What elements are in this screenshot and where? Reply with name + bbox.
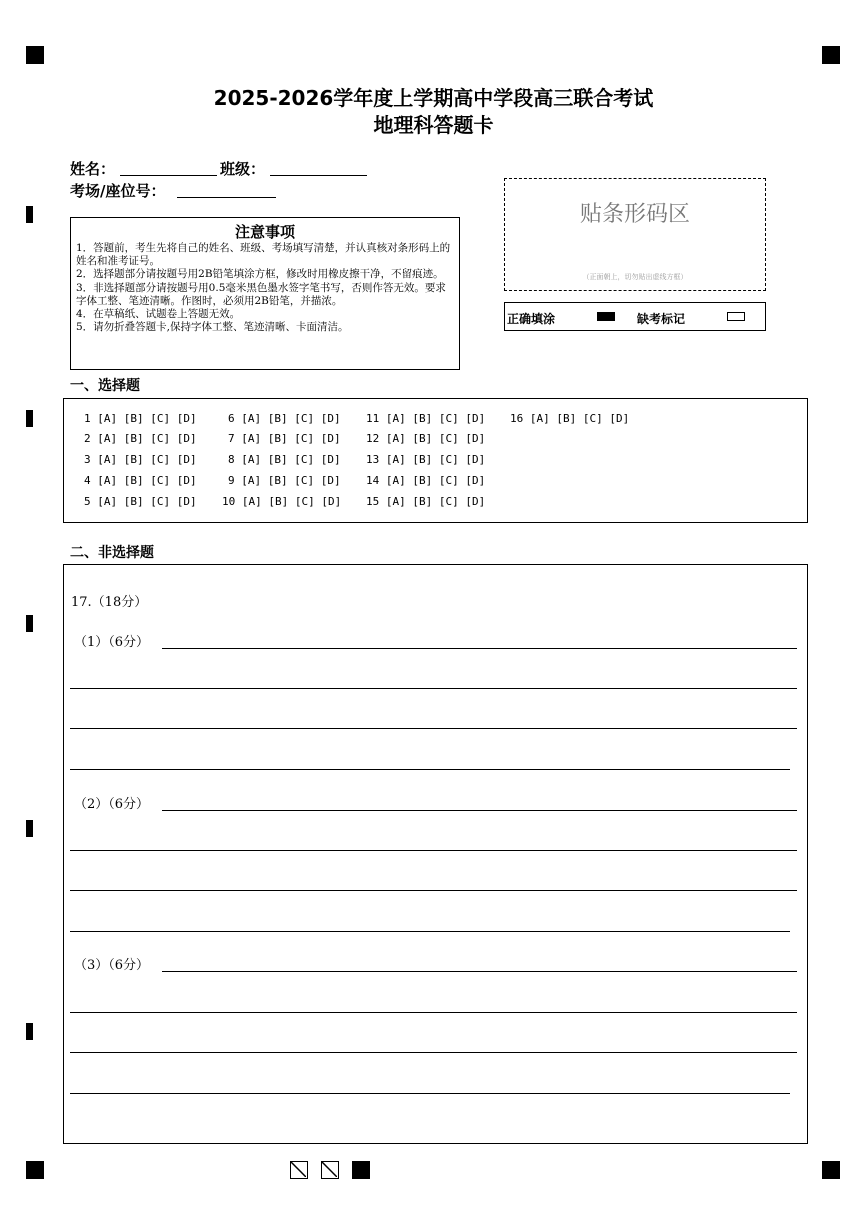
answer-line[interactable] (70, 688, 797, 689)
choice-item[interactable]: 4 [A] [B] [C] [D] (84, 474, 197, 487)
class-label: 班级： (220, 160, 266, 178)
correct-fill-sample (597, 312, 615, 321)
answer-line[interactable] (70, 769, 790, 770)
page-code-crossed-box-icon (290, 1161, 308, 1179)
choice-item[interactable]: 9 [A] [B] [C] [D] (228, 474, 341, 487)
notice-item: 4．在草稿纸、试题卷上答题无效。 (76, 308, 241, 321)
card-title: 地理科答题卡 (373, 113, 494, 137)
barcode-title: 贴条形码区 (579, 202, 690, 227)
choice-item[interactable]: 5 [A] [B] [C] [D] (84, 495, 197, 508)
notice-item: 1．答题前，考生先将自己的姓名、班级、考场填写清楚，并认真核对条形码上的姓名和准考证号。 (76, 242, 451, 268)
section2-heading: 二、非选择题 (70, 545, 154, 561)
barcode-area (504, 178, 766, 291)
question-17-label: 17.（18分） (71, 595, 148, 610)
class-field[interactable] (270, 175, 367, 176)
answer-line[interactable] (70, 890, 797, 891)
corner-mark-bottom-right (822, 1161, 840, 1179)
answer-line[interactable] (70, 931, 790, 932)
subquestion-2-label: （2）（6分） (74, 797, 150, 812)
subquestion-3-label: （3）（6分） (74, 958, 150, 973)
choice-item[interactable]: 13 [A] [B] [C] [D] (366, 453, 486, 466)
choice-item[interactable]: 16 [A] [B] [C] [D] (510, 412, 630, 425)
corner-mark-top-right (822, 46, 840, 64)
choice-item[interactable]: 10 [A] [B] [C] [D] (222, 495, 342, 508)
section1-heading: 一、选择题 (70, 378, 140, 394)
choice-item[interactable]: 12 [A] [B] [C] [D] (366, 432, 486, 445)
answer-line[interactable] (162, 810, 797, 811)
answer-line[interactable] (70, 1052, 797, 1053)
seat-label: 考场/座位号： (70, 182, 166, 200)
choice-item[interactable]: 3 [A] [B] [C] [D] (84, 453, 197, 466)
notice-item: 2．选择题部分请按题号用2B铅笔填涂方框，修改时用橡皮擦干净，不留痕迹。 (76, 268, 444, 281)
answer-line[interactable] (70, 850, 797, 851)
seat-field[interactable] (177, 197, 276, 198)
page-code-crossed-box-icon (321, 1161, 339, 1179)
written-answer-box (63, 564, 808, 1144)
page-code-filled-box-icon (352, 1161, 370, 1179)
name-field[interactable] (120, 175, 217, 176)
choice-item[interactable]: 11 [A] [B] [C] [D] (366, 412, 486, 425)
subquestion-1-label: （1）（6分） (74, 635, 150, 650)
answer-line[interactable] (70, 728, 797, 729)
choice-answer-box (63, 398, 808, 523)
notice-item: 3．非选择题部分请按题号用0.5毫米黑色墨水签字笔书写，否则作答无效。要求字体工整、笔迹清晰。作图时，必须用2B铅笔，并描浓。 (76, 281, 446, 307)
answer-line[interactable] (70, 1012, 797, 1013)
choice-item[interactable]: 2 [A] [B] [C] [D] (84, 432, 197, 445)
choice-item[interactable]: 6 [A] [B] [C] [D] (228, 412, 341, 425)
answer-line[interactable] (162, 648, 797, 649)
absent-mark-box[interactable] (727, 312, 745, 321)
notice-item: 5．请勿折叠答题卡,保持字体工整、笔迹清晰、卡面清洁。 (76, 321, 349, 334)
answer-line[interactable] (162, 971, 797, 972)
correct-fill-label: 正确填涂 (507, 312, 556, 326)
side-mark (26, 615, 33, 632)
choice-item[interactable]: 7 [A] [B] [C] [D] (228, 432, 341, 445)
exam-title: 2025-2026学年度上学期高中学段高三联合考试 (213, 86, 654, 110)
corner-mark-bottom-left (26, 1161, 44, 1179)
answer-line[interactable] (70, 1093, 790, 1094)
notice-box (70, 217, 460, 370)
choice-item[interactable]: 1 [A] [B] [C] [D] (84, 412, 197, 425)
side-mark (26, 1023, 33, 1040)
side-mark (26, 820, 33, 837)
corner-mark-top-left (26, 46, 44, 64)
side-mark (26, 410, 33, 427)
fill-legend (504, 302, 766, 331)
choice-item[interactable]: 8 [A] [B] [C] [D] (228, 453, 341, 466)
name-label: 姓名： (70, 160, 116, 178)
notice-body (71, 242, 459, 334)
absent-mark-label: 缺考标记 (637, 312, 686, 326)
choice-item[interactable]: 14 [A] [B] [C] [D] (366, 474, 486, 487)
notice-title: 注意事项 (234, 223, 295, 241)
side-mark (26, 206, 33, 223)
choice-item[interactable]: 15 [A] [B] [C] [D] (366, 495, 486, 508)
barcode-hint: （正面朝上，切勿贴出虚线方框） (582, 273, 688, 281)
